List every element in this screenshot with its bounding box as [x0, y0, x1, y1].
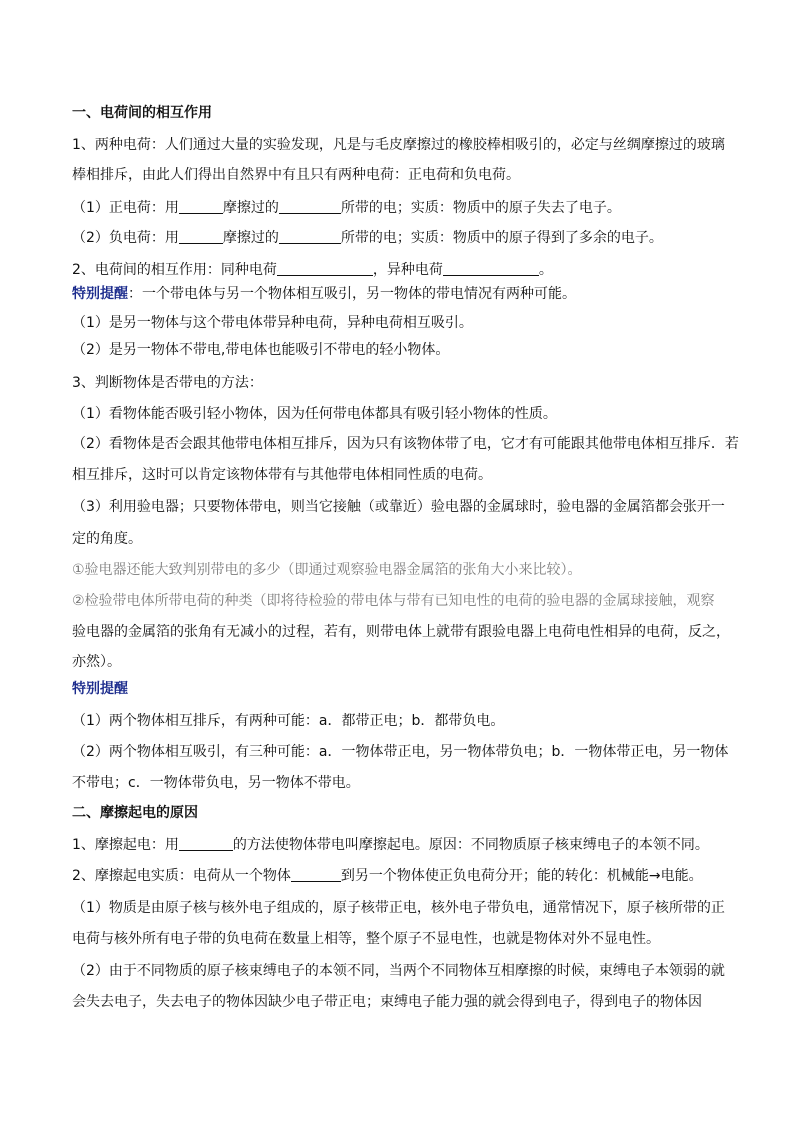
text-segment: ，异种电荷: [372, 262, 443, 278]
text-line: 电荷与核外所有电子带的负电荷在数量上相等，整个原子不显电性，也就是物体对外不显电性。: [72, 931, 660, 947]
blank-line[interactable]: [277, 261, 373, 276]
text-line: 1、两种电荷：人们通过大量的实验发现，凡是与毛皮摩擦过的橡胶棒相吸引的，必定与丝绸摩擦过的玻璃: [72, 137, 725, 153]
text-line: 亦然）。: [72, 654, 121, 670]
text-line: （1）是另一物体与这个带电体带异种电荷，异种电荷相互吸引。: [72, 315, 473, 331]
text-segment: 所带的电；实质：物质中的原子失去了电子。: [340, 200, 621, 216]
fill-in-line: [72, 261, 553, 279]
text-segment: （2）负电荷：用: [72, 230, 179, 246]
blank-line[interactable]: [279, 199, 341, 214]
text-line: （1）两个物体相互排斥，有两种可能：a．都带正电；b．都带负电。: [72, 713, 505, 729]
blank-line[interactable]: [443, 261, 539, 276]
text-segment: （1）正电荷：用: [72, 200, 179, 216]
text-segment: ：一个带电体与另一个物体相互吸引，另一物体的带电情况有两种可能。: [128, 286, 576, 302]
text-segment: 2、电荷间的相互作用：同种电荷: [72, 262, 277, 278]
text-segment: 2、摩擦起电实质：电荷从一个物体: [72, 868, 291, 884]
text-line: 3、判断物体是否带电的方法：: [72, 375, 263, 391]
text-line: 相互排斥，这时可以肯定该物体带有与其他带电体相同性质的电荷。: [72, 467, 492, 483]
fill-in-line: [72, 836, 709, 854]
blank-line[interactable]: [179, 229, 223, 244]
fill-in-line: [72, 199, 621, 217]
text-line: 会失去电子，失去电子的物体因缺少电子带正电；束缚电子能力强的就会得到电子，得到电子的物体因: [72, 994, 702, 1010]
text-segment: 到另一个物体使正负电荷分开；能的转化：机械能→电能。: [340, 868, 703, 884]
note-label: 特别提醒: [72, 286, 128, 302]
blank-line[interactable]: [179, 836, 233, 851]
text-segment: 摩擦过的: [222, 200, 279, 216]
text-segment: 。: [538, 262, 553, 278]
text-line: （1）看物体能否吸引轻小物体，因为任何带电体都具有吸引轻小物体的性质。: [72, 406, 557, 422]
note-line: [72, 285, 576, 303]
fill-in-line: [72, 867, 703, 885]
blank-line[interactable]: [179, 199, 223, 214]
text-segment: 所带的电；实质：物质中的原子得到了多余的电子。: [340, 230, 663, 246]
text-line: （2）由于不同物质的原子核束缚电子的本领不同，当两个不同物体互相摩擦的时候，束缚电子本领弱的就: [72, 963, 725, 979]
text-line: 验电器的金属箔的张角有无减小的过程，若有，则带电体上就带有跟验电器上电荷电性相异的电荷，反之，: [72, 624, 730, 640]
text-line: 棒相排斥，由此人们得出自然界中有且只有两种电荷：正电荷和负电荷。: [72, 167, 520, 183]
text-line: （2）两个物体相互吸引，有三种可能：a．一物体带正电，另一物体带负电；b．一物体带正电，另一物体: [72, 744, 729, 760]
text-line: 定的角度。: [72, 531, 142, 547]
gray-text-line: ②检验带电体所带电荷的种类（即将待检验的带电体与带有已知电性的电荷的验电器的金属球接触，观察: [72, 593, 715, 609]
text-line: 不带电；c．一物体带负电，另一物体不带电。: [72, 775, 360, 791]
text-segment: 摩擦过的: [222, 230, 279, 246]
section-heading-1: 一、电荷间的相互作用: [72, 105, 212, 121]
text-segment: 1、摩擦起电：用: [72, 837, 179, 853]
section-heading-2: 二、摩擦起电的原因: [72, 805, 198, 821]
text-line: （1）物质是由原子核与核外电子组成的，原子核带正电，核外电子带负电，通常情况下，原子核所带的正: [72, 900, 725, 916]
gray-text-line: ①验电器还能大致判别带电的多少（即通过观察验电器金属箔的张角大小来比较）。: [72, 562, 582, 578]
fill-in-line: [72, 229, 663, 247]
blank-line[interactable]: [279, 229, 341, 244]
blank-line[interactable]: [291, 867, 341, 882]
text-line: （3）利用验电器；只要物体带电，则当它接触（或靠近）验电器的金属球时，验电器的金属箔都会张开一: [72, 499, 725, 515]
note-label: 特别提醒: [72, 681, 128, 697]
text-segment: 的方法使物体带电叫摩擦起电。原因：不同物质原子核束缚电子的本领不同。: [232, 837, 709, 853]
text-line: （2）看物体是否会跟其他带电体相互排斥，因为只有该物体带了电，它才有可能跟其他带电体相互排斥．若: [72, 436, 739, 452]
text-line: （2）是另一物体不带电,带电体也能吸引不带电的轻小物体。: [72, 342, 450, 358]
